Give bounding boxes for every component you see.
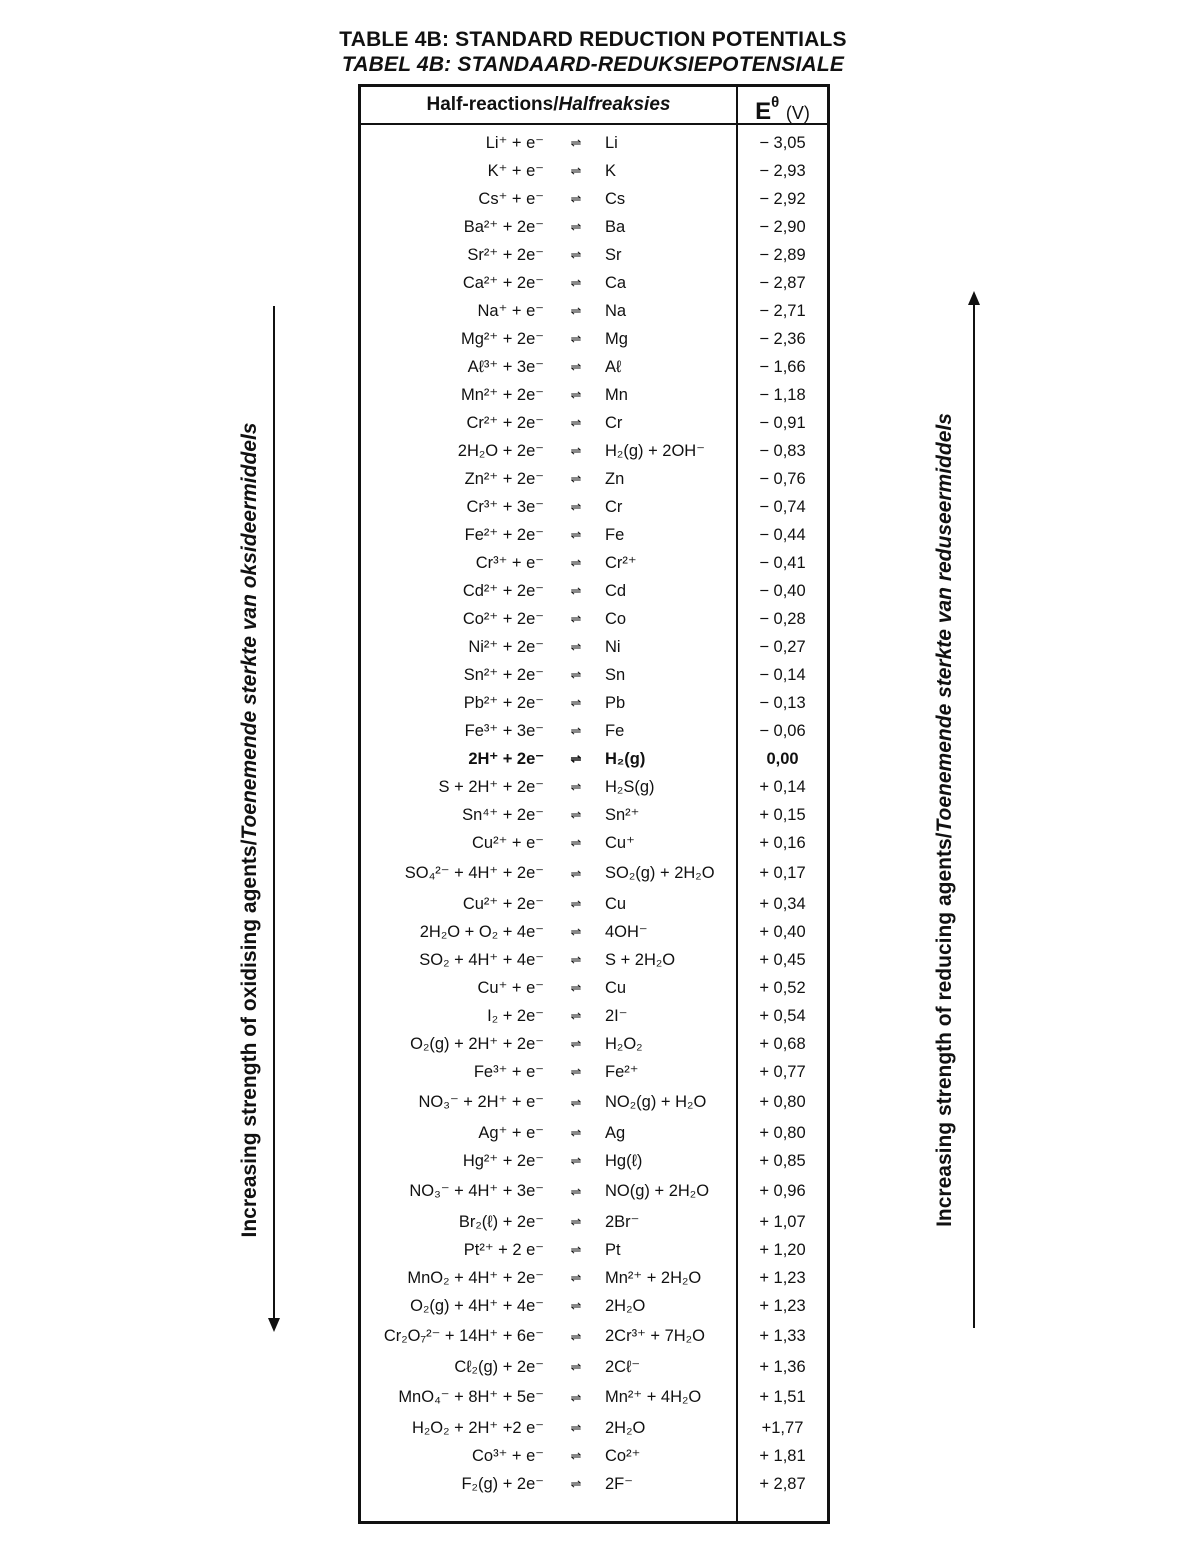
table-row [361,717,827,745]
table-row [361,946,827,974]
reactant-side: Fe²⁺ + 2e⁻ [464,526,544,544]
product-side: Cr²⁺ [605,554,637,572]
reactant-side: Cu⁺ + e⁻ [477,979,544,997]
reactant-side: Fe³⁺ + e⁻ [473,1063,544,1081]
product-side: H₂(g) + 2OH⁻ [605,442,705,460]
potential-value: + 1,33 [759,1327,806,1345]
potential-value: − 0,27 [759,638,806,656]
reactant-side: Cr³⁺ + 3e⁻ [466,498,544,516]
product-side: Cu⁺ [605,834,635,852]
potential-value: + 0,40 [759,923,806,941]
equilibrium-arrow-icon: ⇌ [570,1329,582,1344]
equilibrium-arrow-icon: ⇌ [570,1153,582,1168]
reactant-side: Cr²⁺ + 2e⁻ [466,414,544,432]
equilibrium-arrow-icon: ⇌ [570,583,582,598]
equilibrium-arrow-icon: ⇌ [570,387,582,402]
reactant-side: Mg²⁺ + 2e⁻ [461,330,544,348]
equilibrium-arrow-icon: ⇌ [570,443,582,458]
table-title-afrikaans: TABEL 4B: STANDAARD-REDUKSIEPOTENSIALE [341,53,845,76]
equilibrium-arrow-icon: ⇌ [570,359,582,374]
equilibrium-arrow-icon: ⇌ [570,1420,582,1435]
product-side: Na [605,302,627,320]
equilibrium-arrow-icon: ⇌ [570,275,582,290]
equilibrium-arrow-icon: ⇌ [570,1125,582,1140]
potential-value: + 1,51 [759,1388,806,1406]
potential-value: + 0,15 [759,806,806,824]
potential-value: + 0,80 [759,1124,806,1142]
potential-header [738,87,827,123]
table-row [361,1058,827,1086]
table-row [361,185,827,213]
reactant-side: Cd²⁺ + 2e⁻ [462,582,544,600]
table-row [361,605,827,633]
equilibrium-arrow-icon: ⇌ [570,247,582,262]
equilibrium-arrow-icon: ⇌ [570,1476,582,1491]
equilibrium-arrow-icon: ⇌ [570,471,582,486]
table-row [361,437,827,465]
product-side: Cr [605,414,623,432]
product-side: Sn [605,666,626,684]
equilibrium-arrow-icon: ⇌ [570,135,582,150]
potential-value: + 0,96 [759,1182,806,1200]
product-side: Fe²⁺ [605,1063,639,1081]
potential-value: − 0,06 [759,722,806,740]
product-side: H₂S(g) [605,778,655,796]
potential-value: + 1,81 [759,1447,806,1465]
table-row [361,1208,827,1236]
table-row [361,801,827,829]
equilibrium-arrow-icon: ⇌ [570,191,582,206]
equilibrium-arrow-icon: ⇌ [570,639,582,654]
product-side: Li [605,134,618,152]
table-row [361,1320,827,1353]
potential-value: + 0,68 [759,1035,806,1053]
table-row [361,890,827,918]
reactant-side: Mn²⁺ + 2e⁻ [461,386,544,404]
equilibrium-arrow-icon: ⇌ [570,807,582,822]
product-side: Mn²⁺ + 4H₂O [605,1388,702,1406]
reactant-side: Li⁺ + e⁻ [485,134,544,152]
table-row [361,773,827,801]
table-row [361,745,827,773]
table-row [361,1442,827,1470]
table-row [361,157,827,185]
reactant-side: O₂(g) + 4H⁺ + 4e⁻ [410,1297,544,1315]
reactant-side: SO₄²⁻ + 4H⁺ + 2e⁻ [404,864,544,882]
table-row [361,661,827,689]
product-side: NO(g) + 2H₂O [605,1182,710,1200]
potential-value: + 1,07 [759,1213,806,1231]
table-row [361,521,827,549]
product-side: Fe [605,722,625,740]
potential-value: +1,77 [761,1419,804,1437]
equilibrium-arrow-icon: ⇌ [570,219,582,234]
product-side: Sr [605,246,622,264]
oxidising-strength-arrow-line [273,306,275,1320]
table-row [361,1236,827,1264]
table-row [361,1292,827,1320]
equilibrium-arrow-icon: ⇌ [570,1298,582,1313]
reactant-side: Br₂(ℓ) + 2e⁻ [458,1213,544,1231]
reactant-side: S + 2H⁺ + 2e⁻ [438,778,544,796]
reducing-agents-label-en: Increasing strength of reducing agents/ [933,832,956,1227]
reactant-side: F₂(g) + 2e⁻ [461,1475,544,1493]
equilibrium-arrow-icon: ⇌ [570,1095,582,1110]
product-side: Cs [605,190,626,208]
product-side: Fe [605,526,625,544]
potential-value: − 0,28 [759,610,806,628]
reactant-side: Zn²⁺ + 2e⁻ [464,470,544,488]
reactant-side: Cr³⁺ + e⁻ [475,554,544,572]
equilibrium-arrow-icon: ⇌ [570,980,582,995]
reactant-side: NO₃⁻ + 4H⁺ + 3e⁻ [409,1182,544,1200]
reactant-side: 2H₂O + O₂ + 4e⁻ [419,923,544,941]
product-side: Cd [605,582,627,600]
reducing-agents-label [933,410,957,1230]
potential-value: − 1,66 [759,358,806,376]
potential-value: − 0,74 [759,498,806,516]
equilibrium-arrow-icon: ⇌ [570,751,582,766]
up-arrow-icon [968,291,980,305]
reactant-side: Cℓ₂(g) + 2e⁻ [454,1358,544,1376]
reactant-side: Ca²⁺ + 2e⁻ [462,274,544,292]
reactant-side: O₂(g) + 2H⁺ + 2e⁻ [410,1035,544,1053]
reactant-side: I₂ + 2e⁻ [487,1007,544,1025]
table-row [361,381,827,409]
reactant-side: Co³⁺ + e⁻ [472,1447,544,1465]
product-side: Mg [605,330,628,348]
table-row [361,1175,827,1208]
product-side: Ag [605,1124,626,1142]
table-row [361,1147,827,1175]
potential-value: + 0,80 [759,1093,806,1111]
product-side: Mn²⁺ + 2H₂O [605,1269,702,1287]
reactant-side: Fe³⁺ + 3e⁻ [464,722,544,740]
equilibrium-arrow-icon: ⇌ [570,866,582,881]
equilibrium-arrow-icon: ⇌ [570,1008,582,1023]
table-row [361,549,827,577]
potential-value: − 0,83 [759,442,806,460]
potential-value: − 0,76 [759,470,806,488]
table-row [361,1381,827,1414]
equilibrium-arrow-icon: ⇌ [570,527,582,542]
potential-value: + 0,52 [759,979,806,997]
product-side: 4OH⁻ [605,923,648,941]
equilibrium-arrow-icon: ⇌ [570,924,582,939]
potential-unit: (V) [785,103,810,123]
product-side: Sn²⁺ [605,806,640,824]
table-row [361,269,827,297]
equilibrium-arrow-icon: ⇌ [570,555,582,570]
potential-value: − 0,44 [759,526,806,544]
equilibrium-arrow-icon: ⇌ [570,896,582,911]
product-side: Ba [605,218,626,236]
equilibrium-arrow-icon: ⇌ [570,1242,582,1257]
product-side: SO₂(g) + 2H₂O [605,864,715,882]
table-header [361,87,827,125]
reactant-side: Sn²⁺ + 2e⁻ [463,666,544,684]
potential-value: − 2,89 [759,246,806,264]
product-side: Aℓ [605,358,622,376]
reactant-side: 2H₂O + 2e⁻ [457,442,544,460]
equilibrium-arrow-icon: ⇌ [570,331,582,346]
equilibrium-arrow-icon: ⇌ [570,779,582,794]
product-side: Pt [605,1241,621,1259]
reactant-side: Cu²⁺ + e⁻ [472,834,544,852]
table-row [361,129,827,157]
product-side: H₂(g) [605,750,646,768]
equilibrium-arrow-icon: ⇌ [570,695,582,710]
table-row [361,1119,827,1147]
table-body [361,129,827,1498]
reactant-side: SO₂ + 4H⁺ + 4e⁻ [419,951,544,969]
reactant-side: NO₃⁻ + 2H⁺ + e⁻ [418,1093,544,1111]
potential-value: − 0,14 [759,666,806,684]
table-row [361,577,827,605]
potential-value: − 2,36 [759,330,806,348]
equilibrium-arrow-icon: ⇌ [570,611,582,626]
oxidising-agents-label-en: Increasing strength of oxidising agents/ [238,839,261,1238]
equilibrium-arrow-icon: ⇌ [570,1184,582,1199]
equilibrium-arrow-icon: ⇌ [570,952,582,967]
half-reactions-header-en: Half-reactions/ [426,94,559,115]
reactant-side: MnO₂ + 4H⁺ + 2e⁻ [407,1269,544,1287]
reactant-side: Cr₂O₇²⁻ + 14H⁺ + 6e⁻ [383,1327,544,1345]
product-side: NO₂(g) + H₂O [605,1093,707,1111]
potential-value: + 1,36 [759,1358,806,1376]
table-row [361,1264,827,1292]
reactant-side: Co²⁺ + 2e⁻ [462,610,544,628]
reactant-side: Na⁺ + e⁻ [477,302,544,320]
potential-value: + 1,20 [759,1241,806,1259]
potential-value: + 0,14 [759,778,806,796]
product-side: Ni [605,638,621,656]
product-side: Zn [605,470,625,488]
reactant-side: Cs⁺ + e⁻ [478,190,544,208]
equilibrium-arrow-icon: ⇌ [570,499,582,514]
reactant-side: Sn⁴⁺ + 2e⁻ [462,806,544,824]
reduction-potentials-table [358,84,830,1524]
product-side: Cu [605,979,627,997]
reactant-side: Ba²⁺ + 2e⁻ [463,218,544,236]
equilibrium-arrow-icon: ⇌ [570,835,582,850]
reactant-side: Hg²⁺ + 2e⁻ [462,1152,544,1170]
product-side: K [605,162,617,180]
table-row [361,1002,827,1030]
reactant-side: K⁺ + e⁻ [487,162,544,180]
reactant-side: MnO₄⁻ + 8H⁺ + 5e⁻ [398,1388,544,1406]
product-side: 2F⁻ [605,1475,633,1493]
reactant-side: Cu²⁺ + 2e⁻ [462,895,544,913]
product-side: 2H₂O [605,1419,646,1437]
potential-value: + 1,23 [759,1297,806,1315]
potential-value: − 2,92 [759,190,806,208]
table-row [361,213,827,241]
potential-value: + 0,85 [759,1152,806,1170]
oxidising-agents-label [238,420,262,1240]
potential-value: − 2,71 [759,302,806,320]
table-row [361,633,827,661]
table-row [361,857,827,890]
equilibrium-arrow-icon: ⇌ [570,303,582,318]
table-row [361,829,827,857]
reactant-side: Pt²⁺ + 2 e⁻ [463,1241,544,1259]
reactant-side: Pb²⁺ + 2e⁻ [463,694,544,712]
reducing-strength-arrow-line [973,304,975,1328]
reducing-agents-label-af: Toenemende sterkte van reduseermiddels [933,413,956,833]
product-side: Hg(ℓ) [605,1152,643,1170]
product-side: Cu [605,895,627,913]
table-row [361,241,827,269]
potential-value: − 0,91 [759,414,806,432]
potential-value: + 0,16 [759,834,806,852]
potential-value: + 0,45 [759,951,806,969]
potential-value: − 0,40 [759,582,806,600]
reactant-side: 2H⁺ + 2e⁻ [468,750,544,768]
oxidising-agents-label-af: Toenemende sterkte van oksideermiddels [238,422,261,840]
potential-value: − 2,93 [759,162,806,180]
equilibrium-arrow-icon: ⇌ [570,667,582,682]
potential-value: − 3,05 [759,134,806,152]
table-row [361,493,827,521]
table-row [361,689,827,717]
table-row [361,1030,827,1058]
table-row [361,1470,827,1498]
potential-value: + 2,87 [759,1475,806,1493]
equilibrium-arrow-icon: ⇌ [570,1064,582,1079]
product-side: Mn [605,386,628,404]
product-side: Co²⁺ [605,1447,641,1465]
reactant-side: Ag⁺ + e⁻ [478,1124,544,1142]
table-row [361,409,827,437]
table-row [361,918,827,946]
equilibrium-arrow-icon: ⇌ [570,723,582,738]
product-side: 2H₂O [605,1297,646,1315]
table-row [361,974,827,1002]
product-side: Pb [605,694,626,712]
equilibrium-arrow-icon: ⇌ [570,163,582,178]
table-row [361,353,827,381]
half-reactions-header [361,87,738,123]
potential-value: − 2,90 [759,218,806,236]
equilibrium-arrow-icon: ⇌ [570,1359,582,1374]
reactant-side: Ni²⁺ + 2e⁻ [468,638,544,656]
potential-value: − 2,87 [759,274,806,292]
potential-value: − 0,41 [759,554,806,572]
potential-value: + 0,34 [759,895,806,913]
product-side: 2I⁻ [605,1007,628,1025]
equilibrium-arrow-icon: ⇌ [570,1214,582,1229]
potential-value: + 1,23 [759,1269,806,1287]
product-side: Cr [605,498,623,516]
potential-superscript: θ [771,94,780,111]
equilibrium-arrow-icon: ⇌ [570,1270,582,1285]
equilibrium-arrow-icon: ⇌ [570,1448,582,1463]
potential-value: + 0,77 [759,1063,806,1081]
product-side: Ca [605,274,627,292]
table-title: TABLE 4B: STANDARD REDUCTION POTENTIALS [339,28,847,51]
table-row [361,465,827,493]
product-side: 2Cr³⁺ + 7H₂O [605,1327,705,1345]
potential-value: − 1,18 [759,386,806,404]
reactant-side: H₂O₂ + 2H⁺ +2 e⁻ [411,1419,544,1437]
equilibrium-arrow-icon: ⇌ [570,1390,582,1405]
equilibrium-arrow-icon: ⇌ [570,415,582,430]
product-side: S + 2H₂O [605,951,676,969]
product-side: 2Cℓ⁻ [605,1358,641,1376]
table-row [361,297,827,325]
half-reactions-header-af: Halfreaksies [558,94,671,115]
potential-value: + 0,17 [759,864,806,882]
table-row [361,1414,827,1442]
product-side: 2Br⁻ [605,1213,640,1231]
table-row [361,1086,827,1119]
reactant-side: Aℓ³⁺ + 3e⁻ [467,358,544,376]
potential-symbol: E [755,98,772,125]
table-row [361,1353,827,1381]
product-side: Co [605,610,627,628]
product-side: H₂O₂ [605,1035,643,1053]
potential-value: 0,00 [766,750,799,768]
table-row [361,325,827,353]
potential-value: + 0,54 [759,1007,806,1025]
reactant-side: Sr²⁺ + 2e⁻ [467,246,544,264]
down-arrow-icon [268,1318,280,1332]
potential-value: − 0,13 [759,694,806,712]
equilibrium-arrow-icon: ⇌ [570,1036,582,1051]
